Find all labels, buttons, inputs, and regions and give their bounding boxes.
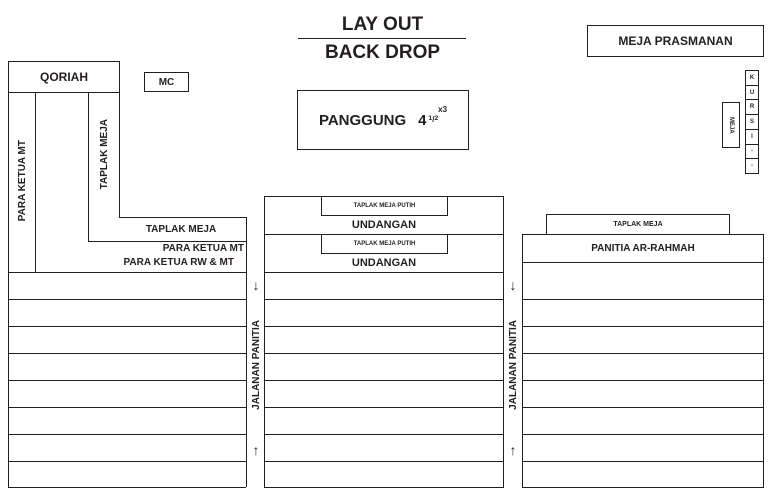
table-row-line	[264, 434, 504, 435]
kursi-char: U	[746, 86, 758, 101]
taplak-meja-putih-1: TAPLAK MEJA PUTIH	[321, 196, 448, 216]
table-row-line	[522, 299, 764, 300]
taplak-meja-right: TAPLAK MEJA	[546, 214, 730, 235]
jalanan-panitia-1	[247, 305, 265, 425]
panggung-label: PANGGUNG	[318, 111, 407, 129]
kursi-column	[745, 70, 759, 174]
panggung-mult: x3	[438, 105, 448, 114]
table-row-line	[522, 461, 764, 462]
table-row-line	[264, 407, 504, 408]
table-row-line	[8, 487, 246, 488]
table-row-line	[264, 461, 504, 462]
table-row-line	[8, 299, 246, 300]
qoriah-box: QORIAH	[8, 61, 120, 93]
table-row-line	[522, 326, 764, 327]
table-row-line	[8, 407, 246, 408]
meja-box	[722, 102, 740, 148]
backdrop-label: BACK DROP	[324, 42, 441, 63]
panggung-frac-den: 2	[434, 115, 439, 122]
taplak-meja-vertical-text: TAPLAK MEJA	[98, 118, 110, 190]
arrow-up-icon: ↑	[252, 442, 260, 458]
table-row-line	[264, 299, 504, 300]
para-ketua-rw-mt-label: PARA KETUA RW & MT	[123, 257, 234, 268]
mc-box: MC	[144, 72, 189, 92]
table-row-line	[522, 434, 764, 435]
undangan-2: UNDANGAN	[351, 257, 417, 269]
title-divider	[298, 38, 466, 39]
meja-label: MEJA	[728, 116, 734, 134]
kursi-char: K	[746, 71, 758, 86]
layout-title: LAY OUT	[341, 14, 424, 35]
kursi-char: S	[746, 115, 758, 130]
table-row-line	[8, 272, 246, 273]
arrow-down-icon: ↓	[509, 277, 517, 293]
taplak-meja-bottom-line	[88, 241, 246, 242]
jalanan-panitia-2	[504, 305, 522, 425]
jalanan-panitia-2-text: JALANAN PANITIA	[507, 320, 519, 410]
table-row-line	[8, 353, 246, 354]
table-row-line	[264, 326, 504, 327]
table-row-line	[522, 262, 764, 263]
kursi-char: R	[746, 100, 758, 115]
panggung-box	[297, 90, 469, 150]
table-row-line	[8, 461, 246, 462]
table-row-line	[264, 353, 504, 354]
meja-prasmanan-box: MEJA PRASMANAN	[587, 25, 764, 57]
right-block	[522, 234, 764, 488]
table-row-line	[264, 272, 504, 273]
panggung-size: 4	[418, 111, 427, 129]
table-row-line	[522, 353, 764, 354]
jalanan-panitia-1-text: JALANAN PANITIA	[250, 320, 262, 410]
kursi-char: I	[746, 130, 758, 145]
table-row-line	[522, 380, 764, 381]
taplak-meja-putih-2: TAPLAK MEJA PUTIH	[321, 234, 448, 254]
table-row-line	[8, 380, 246, 381]
table-row-line	[8, 326, 246, 327]
table-row-line	[264, 380, 504, 381]
table-row-line	[8, 434, 246, 435]
table-row-line	[522, 407, 764, 408]
panggung-frac-num: 1	[428, 115, 433, 122]
arrow-up-icon: ↑	[509, 442, 517, 458]
panitia-ar-rahmah: PANITIA AR-RAHMAH	[591, 242, 695, 254]
para-ketua-divider	[35, 92, 36, 272]
para-ketua-mt-vertical-text: PARA KETUA MT	[16, 140, 28, 222]
arrow-down-icon: ↓	[252, 277, 260, 293]
taplak-meja-vertical	[89, 96, 119, 212]
taplak-vertical-right	[119, 92, 120, 217]
panggung-fraction: 1 / 2	[428, 115, 439, 124]
kursi-char: -	[751, 163, 753, 170]
taplak-meja-left-label: TAPLAK MEJA	[145, 223, 217, 235]
para-ketua-mt-vertical	[9, 96, 35, 266]
kursi-char: -	[746, 145, 758, 160]
undangan-1: UNDANGAN	[351, 219, 417, 231]
para-ketua-mt-label: PARA KETUA MT	[162, 243, 244, 254]
